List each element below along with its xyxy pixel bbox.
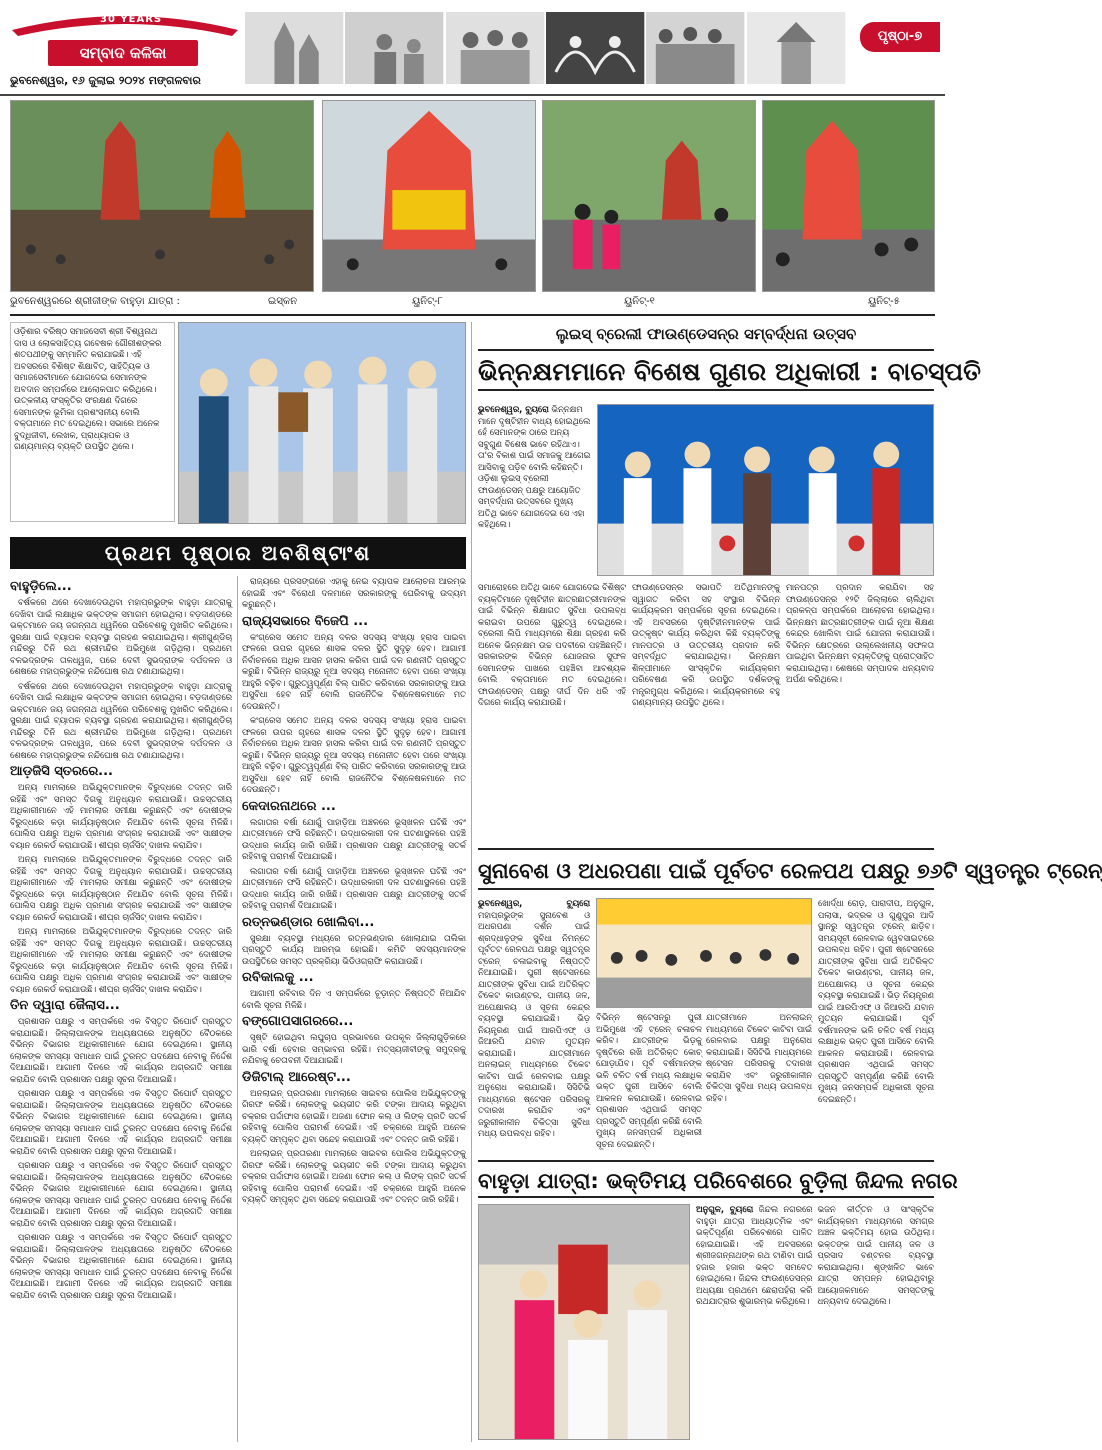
braille-lead-text: ଭିନ୍ନକ୍ଷମ ମାନେ ଦୃଷ୍ଟିହୀନ ବାଧ୍ୟ ହୋଇଥିଲେ ହେଁ ସେମାନଙ୍କ ଠାରେ ଅନ୍ୟ ସବୁଗୁଣ ବିଶେଷ ଭାବେ ରହିଥାଏ। ତା'ର ବିକାଶ ପାଇଁ ସମାଜକୁ ଆଗେଇ ଆସିବାକୁ ପଡ଼ିବ ବୋଲି କହିଛନ୍ତି। ଓଡ଼ିଶା ଲୁଇସ୍ ବ୍ରେଲୀ ଫାଉଣ୍ଡେସନ୍ ପକ୍ଷରୁ ଆୟୋଜିତ ସମ୍ବର୍ଦ୍ଧନା ଉତ୍ସବରେ ମୁଖ୍ୟ ଅତିଥି ଭାବେ ଯୋଗଦେଇ ସେ ଏହା କହିଥିଲେ। bbox=[478, 404, 591, 529]
continuation-area bbox=[10, 576, 466, 1442]
story-heading: ରାଜ୍ୟସଭାରେ ବିଜେପି ... bbox=[242, 613, 369, 629]
story-heading: ରତ୍ନଭଣ୍ଡାର ଖୋଲିବା... bbox=[242, 914, 375, 930]
section-divider bbox=[10, 314, 935, 316]
unit8-rath-photo bbox=[322, 100, 536, 292]
train-text: ଯାତ୍ରୀମାନେ ଅନଲାଇନ୍ ମାଧ୍ୟମରେ ଟିକେଟ କାଟିବା ପାଇଁ ରେଳବାଇ ପକ୍ଷରୁ ଅନୁରୋଧ କରାଯାଇଛି। ସିସିଟିଭି ମାଧ୍ୟମରେ ଷ୍ଟେସନ ପରିସରକୁ ତଦାରଖ କରାଯିବ ଏବଂ ଜରୁରୀକାଳୀନ ଚିକିତ୍ସା ସୁବିଧା ମଧ୍ୟ ଉପଲବ୍ଧ ରହିବ। bbox=[706, 1012, 812, 1103]
train-text: ଖୋର୍ଦ୍ଧା ରୋଡ଼, ପାରାଦୀପ, ଅନୁଗୁଳ, ପଲାସା, ଭଦ୍ରକ ଓ ଗୁଣୁପୁର ଆଦି ସ୍ଥାନରୁ ସ୍ୱତନ୍ତ୍ର ଟ୍ରେନ୍ ଛାଡ଼ିବ। ସମୟସୂଚୀ ରେଳବାଇ ୱେବସାଇଟରେ ଉପଲବ୍ଧ ରହିବ। bbox=[818, 898, 934, 954]
train-text: ପୁରୀ ଷ୍ଟେସନରେ ଯାତ୍ରୀଙ୍କ ସୁବିଧା ପାଇଁ ଅତିରିକ୍ତ ଟିକେଟ କାଉଣ୍ଟର, ପାନୀୟ ଜଳ, ଅପେକ୍ଷାଳୟ ଓ ସୂଚନା କେନ୍ଦ୍ର ବ୍ୟବସ୍ଥା କରାଯାଇଛି। ଭିଡ଼ ନିୟନ୍ତ୍ରଣ ପାଇଁ ଆରପିଏଫ୍ ଓ ଜିଆରପି ଯବାନ ମୁତୟନ କରାଯାଇଛି। bbox=[818, 944, 934, 1023]
column-divider bbox=[471, 322, 472, 1442]
story-text: ଅନଲାଇନ୍ ପ୍ରତାରଣା ମାମଲାରେ ସାଇବର ପୋଲିସ ଅଭିଯୁକ୍ତଙ୍କୁ ଗିରଫ କରିଛି। ଲୋକଙ୍କୁ ଭୟଭୀତ କରି ଟଙ୍କା ଆଦାୟ କରୁଥିବା ଚକ୍ରର ପର୍ଦ୍ଦାଫାସ ହୋଇଛି। ଅଜଣା ଫୋନ କଲ୍ ଓ ଲିଙ୍କ୍ ପ୍ରତି ସତର୍କ ରହିବାକୁ ପୋଲିସ ପରାମର୍ଶ ଦେଇଛି। ଏହି ଚକ୍ରରେ ଆହୁରି ଅନେକ ବ୍ୟକ୍ତି ସମ୍ପୃକ୍ତ ଥିବା ସନ୍ଦେହ କରାଯାଉଛି ଏବଂ ତଦନ୍ତ ଜାରି ରହିଛି। bbox=[242, 1087, 466, 1144]
rath-yatra-photo-row bbox=[10, 100, 935, 292]
masthead bbox=[0, 0, 945, 96]
rath-caption-row bbox=[10, 294, 935, 310]
rath-caption-unit5: ୟୁନିଟ୍-୫ bbox=[868, 296, 900, 307]
train-text: ପୁରୀ ଷ୍ଟେସନରେ ଯାତ୍ରୀଙ୍କ ସୁବିଧା ପାଇଁ ଅତିରିକ୍ତ ଟିକେଟ କାଉଣ୍ଟର, ପାନୀୟ ଜଳ, ଅପେକ୍ଷାଳୟ ଓ ସୂଚନା କେନ୍ଦ୍ର ବ୍ୟବସ୍ଥା କରାଯାଇଛି। ଭିଡ଼ ନିୟନ୍ତ୍ରଣ ପାଇଁ ଆରପିଏଫ୍ ଓ ଜିଆରପି ଯବାନ ମୁତୟନ କରାଯାଇଛି। bbox=[478, 967, 590, 1058]
train-text: ବିଭିନ୍ନ ଷ୍ଟେସନରୁ ପୁରୀ ଅଭିମୁଖେ ଏହି ଟ୍ରେନ୍ ଚଳାଚଳ କରିବ। ଯାତ୍ରୀଙ୍କ ଭିଡ଼କୁ ଦୃଷ୍ଟିରେ ରଖି ଅତିରିକ୍ତ କୋଚ୍ ଯୋଡ଼ାଯିବ। bbox=[596, 1012, 702, 1068]
paper-name: ସମ୍ବାଦ କଳିକା bbox=[48, 40, 198, 66]
rath-caption-unit8: ୟୁନିଟ୍-୮ bbox=[412, 296, 443, 307]
braille-column: ମାନପତ୍ର ପ୍ରଦାନ କରାଯିବା ସହ ଫାଉଣ୍ଡେସନ୍‌ର ୧୨ଟି ଜିଲ୍ଲାରେ ଚାଲିଥିବା ପ୍ରକଳ୍ପ ସମ୍ପର୍କରେ ଆଲୋଚନା ହୋଇଥିଲା। ଭିନ୍ନକ୍ଷମ ଛାତ୍ରଛାତ୍ରୀଙ୍କ ପାଇଁ ନୂଆ ଶିକ୍ଷଣ କେନ୍ଦ୍ର ଖୋଲିବା ପାଇଁ ଯୋଜନା କରାଯାଉଛି। ବିଭିନ୍ନ କ୍ଷେତ୍ରରେ ଉଲ୍ଲେଖନୀୟ ସଫଳତା ପାଇଥିବା ଭିନ୍ନକ୍ଷମ ବ୍ୟକ୍ତିଙ୍କୁ ପ୍ରୋତ୍ସାହିତ କରାଯାଇଥିଲା। ଶେଷରେ ସମ୍ପାଦକ ଧନ୍ୟବାଦ ଅର୍ପଣ କରିଥିଲେ। bbox=[786, 582, 934, 684]
story-text: ପ୍ରଶାସନ ପକ୍ଷରୁ ଏ ସମ୍ପର୍କରେ ଏକ ବିସ୍ତୃତ ରିପୋର୍ଟ ପ୍ରସ୍ତୁତ କରାଯାଇଛି। ଜିଲ୍ଲାପାଳଙ୍କ ଅଧ୍ୟକ୍ଷତାରେ ଅନୁଷ୍ଠିତ ବୈଠକରେ ବିଭିନ୍ନ ବିଭାଗର ଅଧିକାରୀମାନେ ଯୋଗ ଦେଇଥିଲେ। ସ୍ଥାନୀୟ ଲୋକଙ୍କ ସମସ୍ୟା ସମାଧାନ ପାଇଁ ତୁରନ୍ତ ପଦକ୍ଷେପ ନେବାକୁ ନିର୍ଦ୍ଦେଶ ଦିଆଯାଇଛି। ଆଗାମୀ ଦିନରେ ଏହି କାର୍ଯ୍ୟର ଅଗ୍ରଗତି ସମୀକ୍ଷା କରାଯିବ ବୋଲି ପ୍ରଶାସନ ପକ୍ଷରୁ ସୂଚନା ଦିଆଯାଇଛି। bbox=[10, 1016, 232, 1084]
train-column bbox=[596, 1012, 702, 1156]
train-text: ପୂର୍ବ ବର୍ଷମାନଙ୍କ ଭଳି ଚଳିତ ବର୍ଷ ମଧ୍ୟ ଲକ୍ଷାଧିକ ଭକ୍ତ ପୁରୀ ଆସିବେ ବୋଲି ଆକଳନ କରାଯାଉଛି। ରେଳବାଇ ପ୍ରଶାସନ ଏଥିପାଇଁ ସମସ୍ତ ପ୍ରସ୍ତୁତି ସମ୍ପୂର୍ଣ୍ଣ କରିଛି ବୋଲି ମୁଖ୍ୟ ଜନସମ୍ପର୍କ ଅଧିକାରୀ ସୂଚନା ଦେଇଛନ୍ତି। bbox=[596, 1058, 702, 1149]
story-text: ଅନ୍ୟ ମାମଲାରେ ଅଭିଯୁକ୍ତମାନଙ୍କ ବିରୁଦ୍ଧରେ ତଦନ୍ତ ଜାରି ରହିଛି ଏବଂ ସମସ୍ତ ଦିଗକୁ ଅନୁଧ୍ୟାନ କରାଯାଉଛି। ଉଚ୍ଚସ୍ତରୀୟ ଅଧିକାରୀମାନେ ଏହି ମାମଲାର ସମୀକ୍ଷା କରୁଛନ୍ତି ଏବଂ ଦୋଷୀଙ୍କ ବିରୁଦ୍ଧରେ କଡ଼ା କାର୍ଯ୍ୟାନୁଷ୍ଠାନ ନିଆଯିବ ବୋଲି ସୂଚନା ମିଳିଛି। ପୋଲିସ ପକ୍ଷରୁ ଅଧିକ ପ୍ରମାଣ ସଂଗ୍ରହ କରାଯାଉଛି ଏବଂ ସାକ୍ଷୀଙ୍କ ବୟାନ ରେକର୍ଡ କରାଯାଉଛି। ଶୀଘ୍ର ଚାର୍ଜସିଟ୍ ଦାଖଲ କରାଯିବ। bbox=[10, 926, 232, 994]
braille-event-photo bbox=[597, 404, 934, 576]
bahuda-story bbox=[696, 1204, 934, 1442]
felicitation-photo bbox=[178, 322, 466, 524]
story-heading: ଡିଜିଟାଲ୍ ଆରେଷ୍ଟ... bbox=[242, 1069, 351, 1085]
unit5-rath-photo bbox=[762, 100, 935, 292]
column-divider bbox=[237, 576, 238, 1442]
story-text: ଆଗାମୀ ରବିବାର ଦିନ ଏ ସମ୍ପର୍କରେ ଚୂଡ଼ାନ୍ତ ନିଷ୍ପତ୍ତି ନିଆଯିବ ବୋଲି ସୂଚନା ମିଳିଛି। bbox=[242, 988, 466, 1010]
artisans-photo bbox=[345, 12, 443, 84]
story-heading: ତିନ ଦ୍ୱାରା ଜୈଲାସ... bbox=[10, 998, 120, 1013]
bahuda-byline: ଅନୁଗୁଳ, ବ୍ୟୁରୋ bbox=[696, 1204, 754, 1214]
train-column bbox=[706, 1012, 812, 1156]
rath-caption-iskcon: ଇସ୍କନ bbox=[268, 296, 298, 307]
story-text: ସୃଷ୍ଟି ହୋଇଥିବା ଲଘୁଚାପ ପ୍ରଭାବରେ ଉପକୂଳ ଜିଲ୍ଲାଗୁଡ଼ିକରେ ଭାରି ବର୍ଷା ହେବାର ସମ୍ଭାବନା ରହିଛି। ମତ୍ସ୍ୟଜୀବୀଙ୍କୁ ସମୁଦ୍ରକୁ ନଯିବାକୁ ଚେତାବନୀ ଦିଆଯାଇଛି। bbox=[242, 1032, 466, 1065]
bahuda-column bbox=[696, 1204, 813, 1442]
braille-headline: ଭିନ୍ନକ୍ଷମମାନେ ବିଶେଷ ଗୁଣର ଅଧିକାରୀ : ବାଚସ୍ପତି bbox=[478, 349, 934, 391]
braille-column: ସମାରୋହରେ ଅତିଥି ଭାବେ ଯୋଗଦେଇ ବିଶିଷ୍ଟ ବ୍ୟକ୍ତିମାନେ ଦୃଷ୍ଟିହୀନ ଛାତ୍ରଛାତ୍ରୀମାନଙ୍କ ପାଇଁ ବିଭିନ୍ନ ଶିକ୍ଷାଗତ ସୁବିଧା ଉପଲବ୍ଧ କରାଇବା ଉପରେ ଗୁରୁତ୍ୱ ଦେଇଥିଲେ। ବ୍ରେଲୀ ଲିପି ମାଧ୍ୟମରେ ଶିକ୍ଷା ଗ୍ରହଣ କରି ଅନେକ ଭିନ୍ନକ୍ଷମ ଉଚ୍ଚ ପଦବୀରେ ପହଞ୍ଚିଛନ୍ତି। ସରକାରଙ୍କ ବିଭିନ୍ନ ଯୋଜନାର ସୁଫଳ ସେମାନଙ୍କ ପାଖରେ ପହଞ୍ଚିବା ଆବଶ୍ୟକ ବୋଲି ବକ୍ତାମାନେ ମତ ଦେଇଥିଲେ। ଫାଉଣ୍ଡେସନ୍ ପକ୍ଷରୁ ଦୀର୍ଘ ଦିନ ଧରି ଏହି ଦିଗରେ କାର୍ଯ୍ୟ କରାଯାଉଛି। bbox=[478, 582, 626, 707]
story-heading: ବଙ୍ଗୋପସାଗରରେ... bbox=[242, 1014, 354, 1029]
bahuda-headline: ବାହୁଡ଼ା ଯାତ୍ରା: ଭକ୍ତିମୟ ପରିବେଶରେ ବୁଡ଼ିଲା ଜିନ୍ଦଲ ନଗର bbox=[478, 1160, 934, 1198]
shrine-photo bbox=[747, 12, 845, 84]
story-heading: ବାହୁଡ଼ିଲେ... bbox=[10, 579, 72, 594]
braille-byline: ଭୁବନେଶ୍ୱର, ବ୍ୟୁରୋ bbox=[478, 404, 549, 414]
newspaper-logo bbox=[8, 8, 242, 70]
story-text: ପ୍ରଶାସନ ପକ୍ଷରୁ ଏ ସମ୍ପର୍କରେ ଏକ ବିସ୍ତୃତ ରିପୋର୍ଟ ପ୍ରସ୍ତୁତ କରାଯାଇଛି। ଜିଲ୍ଲାପାଳଙ୍କ ଅଧ୍ୟକ୍ଷତାରେ ଅନୁଷ୍ଠିତ ବୈଠକରେ ବିଭିନ୍ନ ବିଭାଗର ଅଧିକାରୀମାନେ ଯୋଗ ଦେଇଥିଲେ। ସ୍ଥାନୀୟ ଲୋକଙ୍କ ସମସ୍ୟା ସମାଧାନ ପାଇଁ ତୁରନ୍ତ ପଦକ୍ଷେପ ନେବାକୁ ନିର୍ଦ୍ଦେଶ ଦିଆଯାଇଛି। ଆଗାମୀ ଦିନରେ ଏହି କାର୍ଯ୍ୟର ଅଗ୍ରଗତି ସମୀକ୍ଷା କରାଯିବ ବୋଲି ପ୍ରଶାସନ ପକ୍ଷରୁ ସୂଚନା ଦିଆଯାଇଛି। bbox=[10, 1160, 232, 1228]
felicitation-story: ଓଡ଼ିଶାର ବରିଷ୍ଠ ସମାଜସେବୀ ଶ୍ରୀ ବିଶ୍ୱନାଥ ଦାସ ଓ ଲୋକସାହିତ୍ୟ ଗବେଷକ ଗୌରୀଶଙ୍କର ଶତପଥୀଙ୍କୁ ସମ୍ମାନିତ କରାଯାଇଛି। ଏହି ଅବସରରେ ବିଶିଷ୍ଟ ଶିକ୍ଷାବିତ୍, ସାହିତ୍ୟିକ ଓ ସମାଜସେବୀମାନେ ଯୋଗଦେଇ ସେମାନଙ୍କ ଅବଦାନ ସମ୍ପର୍କରେ ଆଲୋକପାତ କରିଥିଲେ। ଉତ୍କଳୀୟ ସଂସ୍କୃତିର ସଂରକ୍ଷଣ ଦିଗରେ ସେମାନଙ୍କ ଭୂମିକା ପ୍ରଶଂସନୀୟ ବୋଲି ବକ୍ତାମାନେ ମତ ଦେଇଥିଲେ। ସଭାରେ ଅନେକ ବୁଦ୍ଧିଜୀବୀ, ଲେଖକ, ପ୍ରାଧ୍ୟାପକ ଓ ଗଣ୍ୟମାନ୍ୟ ବ୍ୟକ୍ତି ଉପସ୍ଥିତ ଥିଲେ। bbox=[10, 322, 175, 522]
story-text: ପ୍ରଶାସନ ପକ୍ଷରୁ ଏ ସମ୍ପର୍କରେ ଏକ ବିସ୍ତୃତ ରିପୋର୍ଟ ପ୍ରସ୍ତୁତ କରାଯାଇଛି। ଜିଲ୍ଲାପାଳଙ୍କ ଅଧ୍ୟକ୍ଷତାରେ ଅନୁଷ୍ଠିତ ବୈଠକରେ ବିଭିନ୍ନ ବିଭାଗର ଅଧିକାରୀମାନେ ଯୋଗ ଦେଇଥିଲେ। ସ୍ଥାନୀୟ ଲୋକଙ୍କ ସମସ୍ୟା ସମାଧାନ ପାଇଁ ତୁରନ୍ତ ପଦକ୍ଷେପ ନେବାକୁ ନିର୍ଦ୍ଦେଶ ଦିଆଯାଇଛି। ଆଗାମୀ ଦିନରେ ଏହି କାର୍ଯ୍ୟର ଅଗ୍ରଗତି ସମୀକ୍ଷା କରାଯିବ ବୋଲି ପ୍ରଶାସନ ପକ୍ଷରୁ ସୂଚନା ଦିଆଯାଇଛି। bbox=[10, 1088, 232, 1156]
story-heading: କେଦାରନାଥରେ ... bbox=[242, 798, 336, 814]
train-headline: ସୁନାବେଶ ଓ ଅଧରପଣା ପାଇଁ ପୂର୍ବତଟ ରେଳପଥ ପକ୍ଷରୁ ୭୬ଟି ସ୍ୱତନ୍ତ୍ର ଟ୍ରେନ୍ bbox=[478, 848, 934, 890]
story-text: ଅନ୍ୟ ମାମଲାରେ ଅଭିଯୁକ୍ତମାନଙ୍କ ବିରୁଦ୍ଧରେ ତଦନ୍ତ ଜାରି ରହିଛି ଏବଂ ସମସ୍ତ ଦିଗକୁ ଅନୁଧ୍ୟାନ କରାଯାଉଛି। ଉଚ୍ଚସ୍ତରୀୟ ଅଧିକାରୀମାନେ ଏହି ମାମଲାର ସମୀକ୍ଷା କରୁଛନ୍ତି ଏବଂ ଦୋଷୀଙ୍କ ବିରୁଦ୍ଧରେ କଡ଼ା କାର୍ଯ୍ୟାନୁଷ୍ଠାନ ନିଆଯିବ ବୋଲି ସୂଚନା ମିଳିଛି। ପୋଲିସ ପକ୍ଷରୁ ଅଧିକ ପ୍ରମାଣ ସଂଗ୍ରହ କରାଯାଉଛି ଏବଂ ସାକ୍ଷୀଙ୍କ ବୟାନ ରେକର୍ଡ କରାଯାଉଛି। ଶୀଘ୍ର ଚାର୍ଜସିଟ୍ ଦାଖଲ କରାଯିବ। bbox=[10, 782, 232, 850]
folk-art-photo bbox=[546, 12, 644, 84]
bahuda-ceremony-photo bbox=[478, 1204, 690, 1440]
story-heading: ରବିକାଲକୁ ... bbox=[242, 970, 314, 985]
village-women-photo bbox=[646, 12, 744, 84]
dateline: ଭୁବନେଶ୍ୱର, ୧୬ ଜୁଲାଇ ୨୦୨୪ ମଙ୍ଗଳବାର bbox=[10, 74, 201, 87]
temple-photo bbox=[245, 12, 343, 84]
continuation-banner: ପ୍ରଥମ ପୃଷ୍ଠାର ଅବଶିଷ୍ଟାଂଶ bbox=[10, 537, 466, 569]
story-text: ଲଗାତାର ବର୍ଷା ଯୋଗୁଁ ପାହାଡ଼ିଆ ଅଞ୍ଚଳରେ ଭୂସ୍ଖଳନ ଘଟିଛି ଏବଂ ଯାତ୍ରୀମାନେ ଫସି ରହିଛନ୍ତି। ଉଦ୍ଧାରକାରୀ ଦଳ ଘଟଣାସ୍ଥଳରେ ପହଞ୍ଚି ଉଦ୍ଧାର କାର୍ଯ୍ୟ ଜାରି ରଖିଛି। ପ୍ରଶାସନ ପକ୍ଷରୁ ଯାତ୍ରୀଙ୍କୁ ସତର୍କ ରହିବାକୁ ପରାମର୍ଶ ଦିଆଯାଇଛି। bbox=[242, 865, 466, 910]
story-text: ଅନଲାଇନ୍ ପ୍ରତାରଣା ମାମଲାରେ ସାଇବର ପୋଲିସ ଅଭିଯୁକ୍ତଙ୍କୁ ଗିରଫ କରିଛି। ଲୋକଙ୍କୁ ଭୟଭୀତ କରି ଟଙ୍କା ଆଦାୟ କରୁଥିବା ଚକ୍ରର ପର୍ଦ୍ଦାଫାସ ହୋଇଛି। ଅଜଣା ଫୋନ କଲ୍ ଓ ଲିଙ୍କ୍ ପ୍ରତି ସତର୍କ ରହିବାକୁ ପୋଲିସ ପରାମର୍ଶ ଦେଇଛି। ଏହି ଚକ୍ରରେ ଆହୁରି ଅନେକ ବ୍ୟକ୍ତି ସମ୍ପୃକ୍ତ ଥିବା ସନ୍ଦେହ କରାଯାଉଛି ଏବଂ ତଦନ୍ତ ଜାରି ରହିଛି। bbox=[242, 1148, 466, 1204]
train-column bbox=[818, 898, 934, 1156]
train-text: ପୂର୍ବ ବର୍ଷମାନଙ୍କ ଭଳି ଚଳିତ ବର୍ଷ ମଧ୍ୟ ଲକ୍ଷାଧିକ ଭକ୍ତ ପୁରୀ ଆସିବେ ବୋଲି ଆକଳନ କରାଯାଉଛି। ରେଳବାଇ ପ୍ରଶାସନ ଏଥିପାଇଁ ସମସ୍ତ ପ୍ରସ୍ତୁତି ସମ୍ପୂର୍ଣ୍ଣ କରିଛି ବୋଲି ମୁଖ୍ୟ ଜନସମ୍ପର୍କ ଅଧିକାରୀ ସୂଚନା ଦେଇଛନ୍ତି। bbox=[818, 1013, 934, 1104]
braille-lead bbox=[478, 404, 593, 580]
story-text: ଲଗାତାର ବର୍ଷା ଯୋଗୁଁ ପାହାଡ଼ିଆ ଅଞ୍ଚଳରେ ଭୂସ୍ଖଳନ ଘଟିଛି ଏବଂ ଯାତ୍ରୀମାନେ ଫସି ରହିଛନ୍ତି। ଉଦ୍ଧାରକାରୀ ଦଳ ଘଟଣାସ୍ଥଳରେ ପହଞ୍ଚି ଉଦ୍ଧାର କାର୍ଯ୍ୟ ଜାରି ରଖିଛି। ପ୍ରଶାସନ ପକ୍ଷରୁ ଯାତ୍ରୀଙ୍କୁ ସତର୍କ ରହିବାକୁ ପରାମର୍ଶ ଦିଆଯାଇଛି। bbox=[242, 816, 466, 861]
story-text: କଂଗ୍ରେସ ସମେତ ଅନ୍ୟ ଦଳର ସଦସ୍ୟ ସଂଖ୍ୟା ହ୍ରାସ ପାଇବା ଫଳରେ ଉପର ଗୃହରେ ଶାସକ ଦଳର ସ୍ଥିତି ସୁଦୃଢ଼ ହେବ। ଆଗାମୀ ନିର୍ବାଚନରେ ଅଧିକ ଆସନ ହାସଲ କରିବା ପାଇଁ ଦଳ ରଣନୀତି ପ୍ରସ୍ତୁତ କରୁଛି। ବିଭିନ୍ନ ରାଜ୍ୟରୁ ନୂଆ ସଦସ୍ୟ ମନୋନୀତ ହେବା ପରେ ସଂଖ୍ୟା ଆହୁରି ବଢ଼ିବ। ଗୁରୁତ୍ୱପୂର୍ଣ୍ଣ ବିଲ୍ ପାରିତ କରିବାରେ ସରକାରଙ୍କୁ ଆଉ ଅସୁବିଧା ହେବ ନାହିଁ ବୋଲି ରାଜନୈତିକ ବିଶ୍ଳେଷକମାନେ ମତ ଦେଉଛନ୍ତି। bbox=[242, 631, 466, 711]
story-text: ରାଜ୍ୟରେ ପ୍ରସଙ୍ଗରେ ଏହାକୁ ନେଇ ବ୍ୟାପକ ଆଲୋଚନା ଆରମ୍ଭ ହୋଇଛି ଏବଂ ବିରୋଧୀ ଦଳମାନେ ସରକାରଙ୍କୁ ଘେରିବାକୁ ଉଦ୍ୟମ କରୁଛନ୍ତି। bbox=[242, 576, 466, 609]
train-column bbox=[478, 898, 590, 1156]
bahuda-text: ଜିନ୍ଦଲ ନଗରରେ ବାହୁଡ଼ା ଯାତ୍ରା ଆଧ୍ୟାତ୍ମିକ ଏବଂ ଭକ୍ତିପୂର୍ଣ୍ଣ ପରିବେଶରେ ପାଳିତ ହୋଇଯାଇଛି। ଏହି ଅବସରରେ ଶ୍ରୀଜଗନ୍ନାଥଙ୍କ ରଥ ଟାଣିବା ପାଇଁ ହଜାର ହଜାର ଭକ୍ତ ସମବେତ ହୋଇଥିଲେ। ଜିନ୍ଦଲ ଫାଉଣ୍ଡେସନ୍‌ର ଅଧ୍ୟକ୍ଷା ପ୍ରଥମେ ଛେରାପହଁରା କରି ରଥଯାତ୍ରାର ଶୁଭାରମ୍ଭ କରିଥିଲେ। bbox=[696, 1204, 813, 1306]
masthead-photo-strip bbox=[245, 12, 845, 84]
continuation-column-left bbox=[10, 576, 232, 1442]
children-photo bbox=[446, 12, 544, 84]
bahuda-column: ଭଜନ କୀର୍ତ୍ତନ ଓ ସାଂସ୍କୃତିକ କାର୍ଯ୍ୟକ୍ରମ ମାଧ୍ୟମରେ ସମଗ୍ର ଅଞ୍ଚଳ ଭକ୍ତିମୟ ହୋଇ ଉଠିଥିଲା। ଭକ୍ତଙ୍କ ପାଇଁ ପାନୀୟ ଜଳ ଓ ପ୍ରସାଦ ବଣ୍ଟନର ବ୍ୟବସ୍ଥା କରାଯାଇଥିଲା। ଶୃଙ୍ଖଳିତ ଭାବେ ଯାତ୍ରା ସମ୍ପନ୍ନ ହୋଇଥିବାରୁ ଆୟୋଜକମାନେ ସମସ୍ତଙ୍କୁ ଧନ୍ୟବାଦ ଦେଇଥିଲେ। bbox=[817, 1204, 934, 1306]
story-heading: ଆଡ଼ଜିସି ସ୍ତରରେ... bbox=[10, 764, 113, 779]
rath-caption-main: ଭୁବନେଶ୍ୱରରେ ଶ୍ରୀଜୀଙ୍କ ବାହୁଡ଼ା ଯାତ୍ରା : bbox=[10, 296, 180, 307]
page-number-badge: ପୃଷ୍ଠା-୭ bbox=[860, 22, 940, 52]
story-text: ବର୍ଷକରେ ଥରେ ଦେଖାଦେଉଥିବା ମହାପ୍ରଭୁଙ୍କ ବାହୁଡ଼ା ଯାତ୍ରାକୁ ଦେଖିବା ପାଇଁ ଲକ୍ଷାଧିକ ଭକ୍ତଙ୍କ ସମାଗମ ହୋଇଥିଲା। ବଡ଼ଦାଣ୍ଡରେ ଭକ୍ତମାନେ ଜୟ ଜଗନ୍ନାଥ ଧ୍ୱନିରେ ପରିବେଶକୁ ମୁଖରିତ କରିଥିଲେ। ସୁରକ୍ଷା ପାଇଁ ବ୍ୟାପକ ବ୍ୟବସ୍ଥା ଗ୍ରହଣ କରାଯାଇଥିଲା। ଶ୍ରୀଗୁଣ୍ଡିଚା ମନ୍ଦିରରୁ ତିନି ରଥ ଶ୍ରୀମନ୍ଦିର ଅଭିମୁଖେ ଗଡ଼ିଥିଲା। ପ୍ରଥମେ ବଳଭଦ୍ରଙ୍କ ତାଳଧ୍ୱଜ, ପରେ ଦେବୀ ସୁଭଦ୍ରାଙ୍କ ଦର୍ପଦଳନ ଓ ଶେଷରେ ମହାପ୍ରଭୁଙ୍କ ନନ୍ଦିଘୋଷ ରଥ ଟଣାଯାଇଥିଲା। bbox=[10, 680, 232, 760]
story-text: ପ୍ରଶାସନ ପକ୍ଷରୁ ଏ ସମ୍ପର୍କରେ ଏକ ବିସ୍ତୃତ ରିପୋର୍ଟ ପ୍ରସ୍ତୁତ କରାଯାଇଛି। ଜିଲ୍ଲାପାଳଙ୍କ ଅଧ୍ୟକ୍ଷତାରେ ଅନୁଷ୍ଠିତ ବୈଠକରେ ବିଭିନ୍ନ ବିଭାଗର ଅଧିକାରୀମାନେ ଯୋଗ ଦେଇଥିଲେ। ସ୍ଥାନୀୟ ଲୋକଙ୍କ ସମସ୍ୟା ସମାଧାନ ପାଇଁ ତୁରନ୍ତ ପଦକ୍ଷେପ ନେବାକୁ ନିର୍ଦ୍ଦେଶ ଦିଆଯାଇଛି। ଆଗାମୀ ଦିନରେ ଏହି କାର୍ଯ୍ୟର ଅଗ୍ରଗତି ସମୀକ୍ଷା କରାଯିବ ବୋଲି ପ୍ରଶାସନ ପକ୍ଷରୁ ସୂଚନା ଦିଆଯାଇଛି। bbox=[10, 1232, 232, 1300]
story-text: କଂଗ୍ରେସ ସମେତ ଅନ୍ୟ ଦଳର ସଦସ୍ୟ ସଂଖ୍ୟା ହ୍ରାସ ପାଇବା ଫଳରେ ଉପର ଗୃହରେ ଶାସକ ଦଳର ସ୍ଥିତି ସୁଦୃଢ଼ ହେବ। ଆଗାମୀ ନିର୍ବାଚନରେ ଅଧିକ ଆସନ ହାସଲ କରିବା ପାଇଁ ଦଳ ରଣନୀତି ପ୍ରସ୍ତୁତ କରୁଛି। ବିଭିନ୍ନ ରାଜ୍ୟରୁ ନୂଆ ସଦସ୍ୟ ମନୋନୀତ ହେବା ପରେ ସଂଖ୍ୟା ଆହୁରି ବଢ଼ିବ। ଗୁରୁତ୍ୱପୂର୍ଣ୍ଣ ବିଲ୍ ପାରିତ କରିବାରେ ସରକାରଙ୍କୁ ଆଉ ଅସୁବିଧା ହେବ ନାହିଁ ବୋଲି ରାଜନୈତିକ ବିଶ୍ଳେଷକମାନେ ମତ ଦେଉଛନ୍ତି। bbox=[242, 715, 466, 794]
continuation-column-right bbox=[242, 576, 466, 1442]
braille-kicker: ଲୁଇସ୍ ବ୍ରେଲୀ ଫାଉଣ୍ଡେସନ୍‌ର ସମ୍ବର୍ଦ୍ଧନା ଉତ୍ସବ bbox=[555, 325, 857, 343]
train-story bbox=[478, 898, 934, 1156]
rath-caption-unit1: ୟୁନିଟ୍-୧ bbox=[624, 296, 655, 307]
braille-column: ଫାଉଣ୍ଡେସନ୍‌ର ସଭାପତି ଅତିଥିମାନଙ୍କୁ ସ୍ୱାଗତ କରିବା ସହ ସଂସ୍ଥାର ବିଭିନ୍ନ କାର୍ଯ୍ୟକ୍ରମ ସମ୍ପର୍କରେ ସୂଚନା ଦେଇଥିଲେ। ଏହି ଅବସରରେ ଦୃଷ୍ଟିହୀନମାନଙ୍କ ପାଇଁ ଉତ୍କୃଷ୍ଟ କାର୍ଯ୍ୟ କରିଥିବା କିଛି ବ୍ୟକ୍ତିଙ୍କୁ ମାନପତ୍ର ଓ ଉତ୍ତରୀୟ ପ୍ରଦାନ କରି ସମ୍ବର୍ଦ୍ଧିତ କରାଯାଇଥିଲା। ଭିନ୍ନକ୍ଷମ ଶିଳ୍ପୀମାନେ ସାଂସ୍କୃତିକ କାର୍ଯ୍ୟକ୍ରମ ପରିବେଷଣ କରି ଉପସ୍ଥିତ ଦର୍ଶକଙ୍କୁ ମନ୍ତ୍ରମୁଗ୍ଧ କରିଥିଲେ। କାର୍ଯ୍ୟକ୍ରମରେ ବହୁ ଗଣ୍ୟମାନ୍ୟ ଉପସ୍ଥିତ ଥିଲେ। bbox=[632, 582, 780, 707]
unit1-rath-photo bbox=[542, 100, 756, 292]
anniversary-badge: 30 YEARS bbox=[100, 14, 163, 25]
story-text: ଅନ୍ୟ ମାମଲାରେ ଅଭିଯୁକ୍ତମାନଙ୍କ ବିରୁଦ୍ଧରେ ତଦନ୍ତ ଜାରି ରହିଛି ଏବଂ ସମସ୍ତ ଦିଗକୁ ଅନୁଧ୍ୟାନ କରାଯାଉଛି। ଉଚ୍ଚସ୍ତରୀୟ ଅଧିକାରୀମାନେ ଏହି ମାମଲାର ସମୀକ୍ଷା କରୁଛନ୍ତି ଏବଂ ଦୋଷୀଙ୍କ ବିରୁଦ୍ଧରେ କଡ଼ା କାର୍ଯ୍ୟାନୁଷ୍ଠାନ ନିଆଯିବ ବୋଲି ସୂଚନା ମିଳିଛି। ପୋଲିସ ପକ୍ଷରୁ ଅଧିକ ପ୍ରମାଣ ସଂଗ୍ରହ କରାଯାଉଛି ଏବଂ ସାକ୍ଷୀଙ୍କ ବୟାନ ରେକର୍ଡ କରାଯାଉଛି। ଶୀଘ୍ର ଚାର୍ଜସିଟ୍ ଦାଖଲ କରାଯିବ। bbox=[10, 854, 232, 922]
train-text: ମହାପ୍ରଭୁଙ୍କ ସୁନାବେଶ ଓ ଅଧରପଣା ଦର୍ଶନ ପାଇଁ ଶ୍ରଦ୍ଧାଳୁଙ୍କ ସୁବିଧା ନିମନ୍ତେ ପୂର୍ବତଟ ରେଳପଥ ପକ୍ଷରୁ ସ୍ୱତନ୍ତ୍ର ଟ୍ରେନ୍ ଚଳାଇବାକୁ ନିଷ୍ପତ୍ତି ନିଆଯାଇଛି। bbox=[478, 909, 590, 977]
railway-station-photo bbox=[596, 898, 812, 1008]
train-text: ଯାତ୍ରୀମାନେ ଅନଲାଇନ୍ ମାଧ୍ୟମରେ ଟିକେଟ କାଟିବା ପାଇଁ ରେଳବାଇ ପକ୍ଷରୁ ଅନୁରୋଧ କରାଯାଇଛି। ସିସିଟିଭି ମାଧ୍ୟମରେ ଷ୍ଟେସନ ପରିସରକୁ ତଦାରଖ କରାଯିବ ଏବଂ ଜରୁରୀକାଳୀନ ଚିକିତ୍ସା ସୁବିଧା ମଧ୍ୟ ଉପଲବ୍ଧ ରହିବ। bbox=[478, 1047, 590, 1138]
iskcon-rath-photo bbox=[10, 100, 314, 292]
train-byline: ଭୁବନେଶ୍ୱର, ବ୍ୟୁରୋ bbox=[478, 898, 590, 908]
story-text: ବର୍ଷକରେ ଥରେ ଦେଖାଦେଉଥିବା ମହାପ୍ରଭୁଙ୍କ ବାହୁଡ଼ା ଯାତ୍ରାକୁ ଦେଖିବା ପାଇଁ ଲକ୍ଷାଧିକ ଭକ୍ତଙ୍କ ସମାଗମ ହୋଇଥିଲା। ବଡ଼ଦାଣ୍ଡରେ ଭକ୍ତମାନେ ଜୟ ଜଗନ୍ନାଥ ଧ୍ୱନିରେ ପରିବେଶକୁ ମୁଖରିତ କରିଥିଲେ। ସୁରକ୍ଷା ପାଇଁ ବ୍ୟାପକ ବ୍ୟବସ୍ଥା ଗ୍ରହଣ କରାଯାଇଥିଲା। ଶ୍ରୀଗୁଣ୍ଡିଚା ମନ୍ଦିରରୁ ତିନି ରଥ ଶ୍ରୀମନ୍ଦିର ଅଭିମୁଖେ ଗଡ଼ିଥିଲା। ପ୍ରଥମେ ବଳଭଦ୍ରଙ୍କ ତାଳଧ୍ୱଜ, ପରେ ଦେବୀ ସୁଭଦ୍ରାଙ୍କ ଦର୍ପଦଳନ ଓ ଶେଷରେ ମହାପ୍ରଭୁଙ୍କ ନନ୍ଦିଘୋଷ ରଥ ଟଣାଯାଇଥିଲା। bbox=[10, 597, 232, 676]
story-text: ସୁରକ୍ଷା ବ୍ୟବସ୍ଥା ମଧ୍ୟରେ ରତ୍ନଭଣ୍ଡାର ଖୋଲାଯାଇ ତାଲିକା ପ୍ରସ୍ତୁତି କାର୍ଯ୍ୟ ଆରମ୍ଭ ହୋଇଛି। କମିଟି ସଦସ୍ୟମାନଙ୍କ ଉପସ୍ଥିତିରେ ସମସ୍ତ ପ୍ରକ୍ରିୟା ଭିଡିଓଗ୍ରାଫି କରାଯାଉଛି। bbox=[242, 932, 466, 966]
braille-body bbox=[478, 582, 934, 844]
